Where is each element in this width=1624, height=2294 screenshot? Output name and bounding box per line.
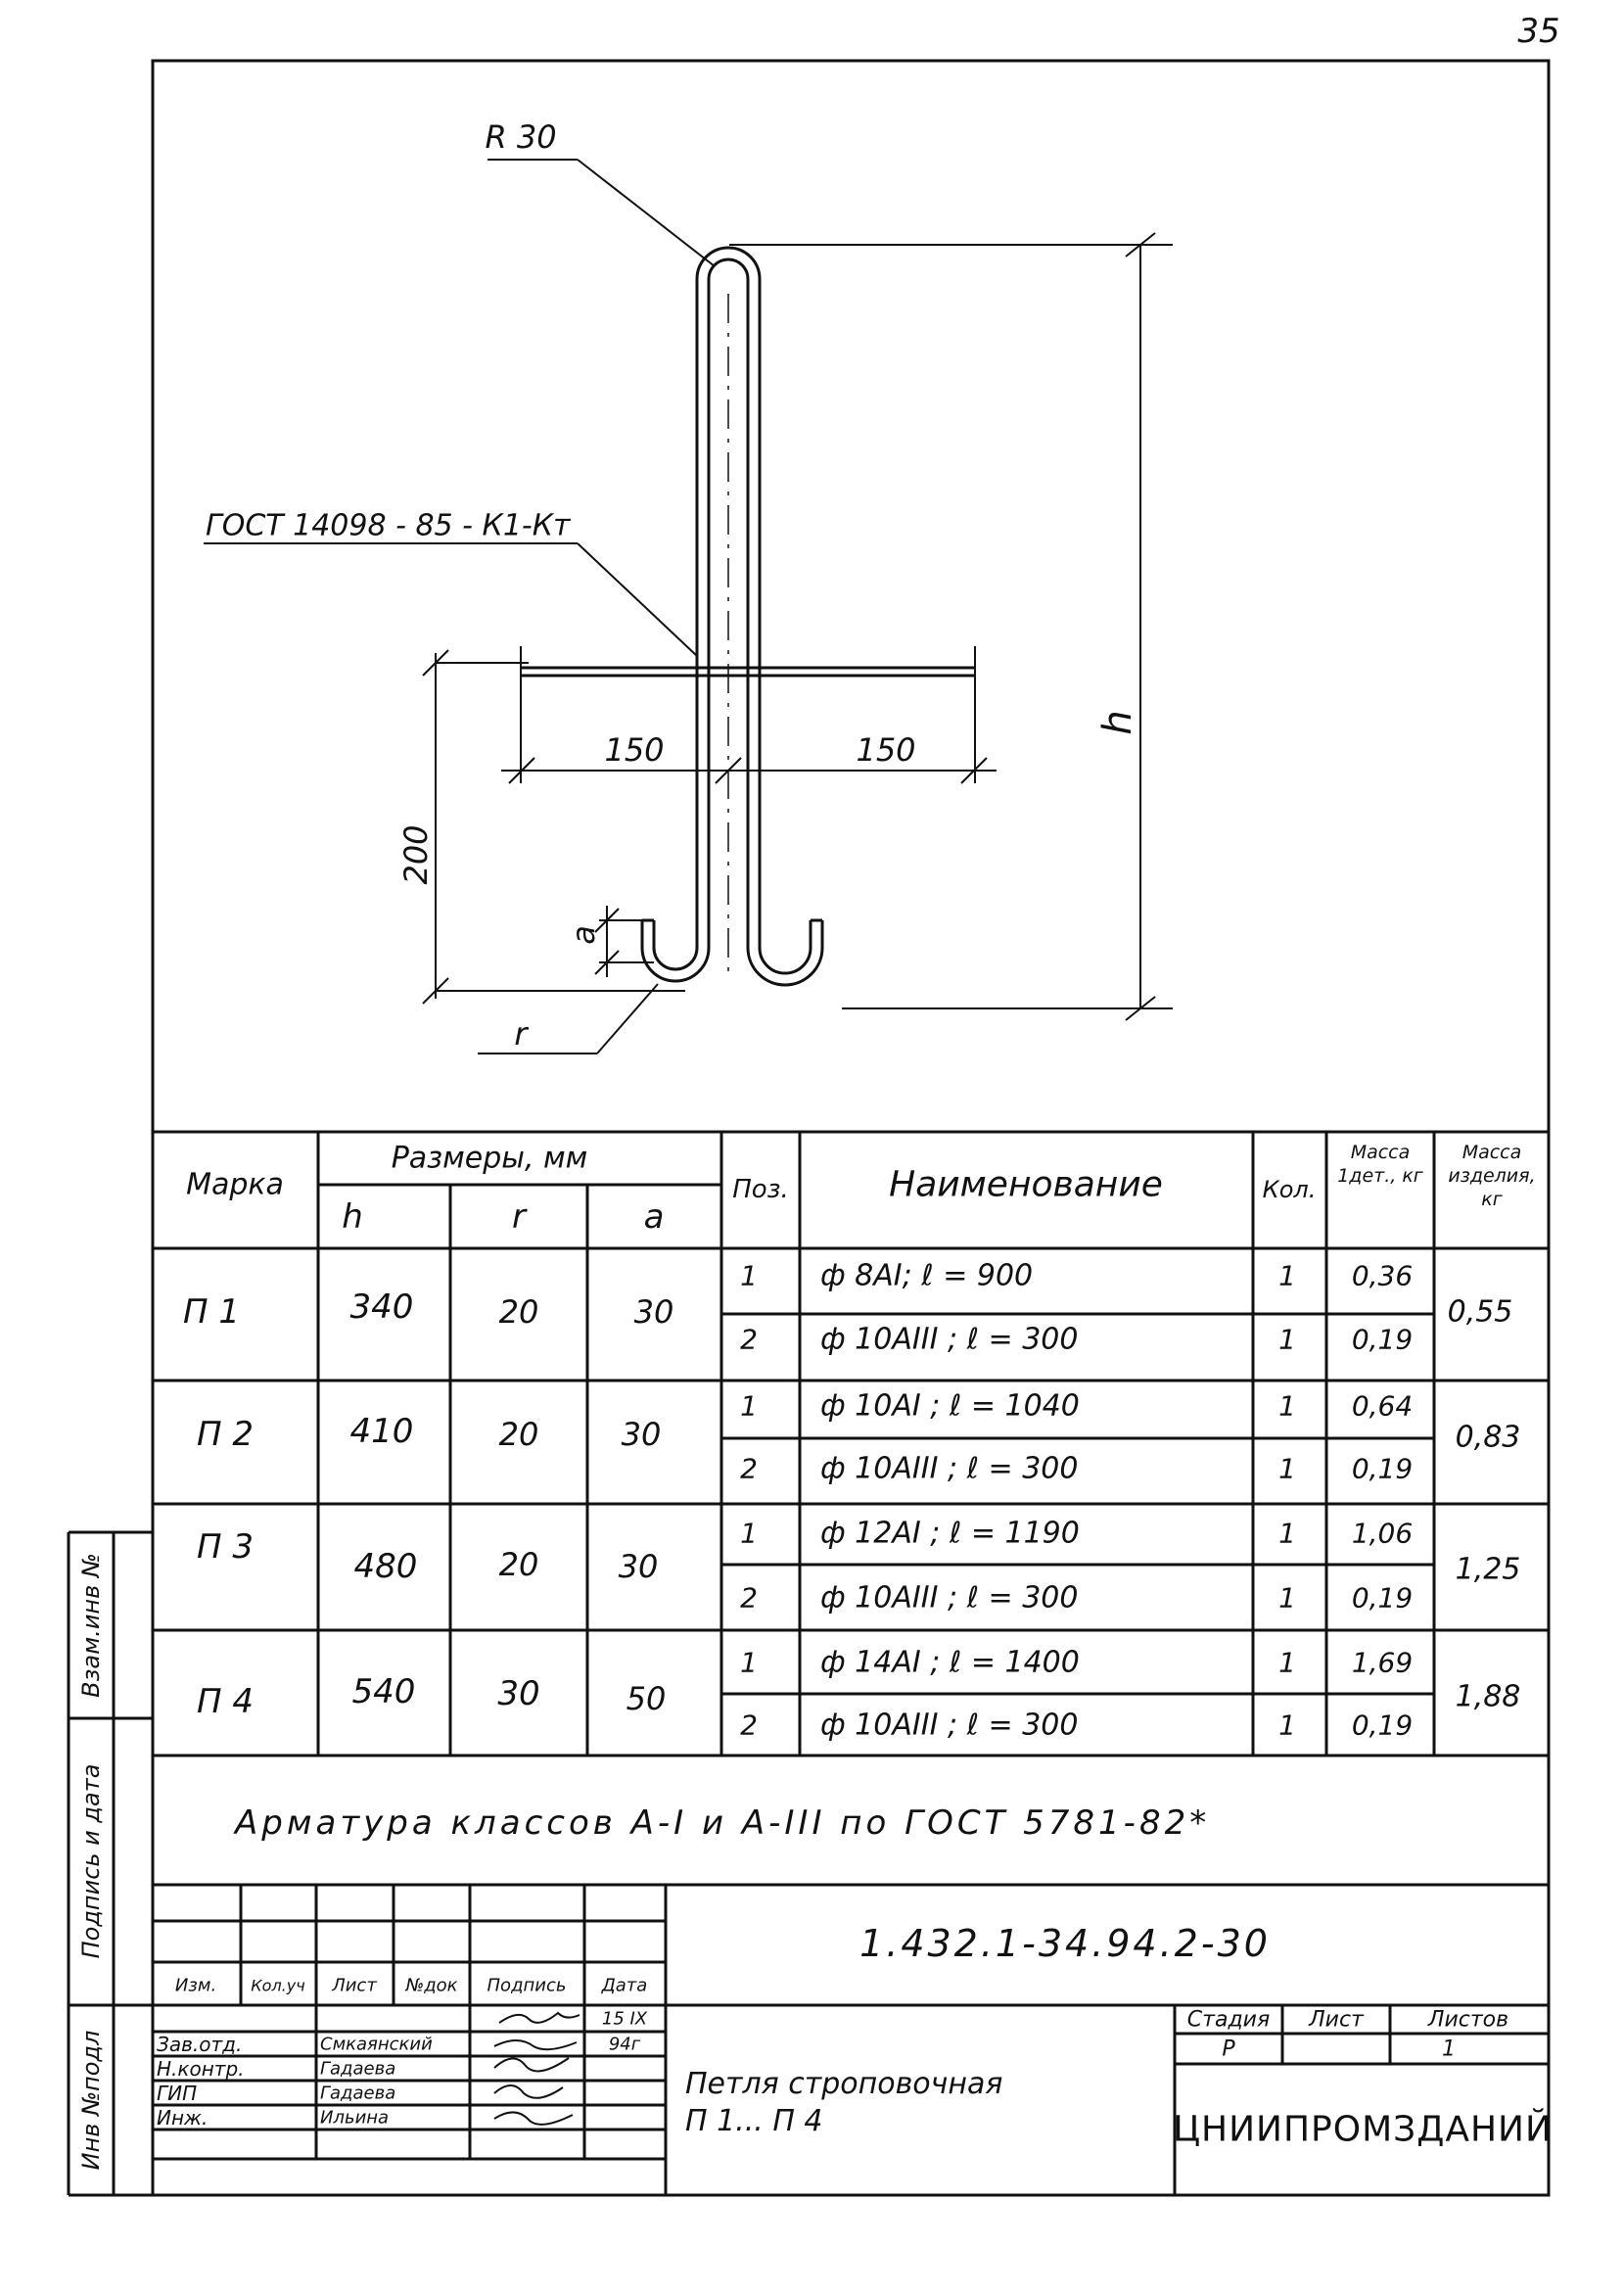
row-3-part-1-qty: 1: [1278, 1517, 1296, 1550]
row-1-mark: П 1: [182, 1292, 241, 1332]
dim-h: h: [1095, 710, 1140, 735]
row-4-part-2-mass: 0,19: [1351, 1709, 1414, 1742]
row-3-part-2-qty: 1: [1278, 1581, 1296, 1615]
row-2-part-1-pos: 1: [740, 1389, 758, 1423]
row-4-part-1-name: ф 14АI ; ℓ = 1400: [820, 1645, 1080, 1680]
title-line-2: П 1... П 4: [685, 2104, 823, 2138]
row-2-part-2-qty: 1: [1278, 1452, 1296, 1485]
row-3-part-2-mass: 0,19: [1351, 1581, 1414, 1615]
row-4-part-2-name: ф 10АIII ; ℓ = 300: [820, 1708, 1079, 1743]
row-2-r: 20: [498, 1416, 539, 1453]
row-3-mark: П 3: [196, 1527, 255, 1567]
dim-a: a: [565, 925, 602, 945]
row-3-a: 30: [618, 1548, 659, 1585]
row-4-part-1-pos: 1: [740, 1646, 758, 1679]
rev-header-ndok: №док: [405, 1975, 458, 1996]
rev-header-kol-uch: Кол.уч: [251, 1976, 305, 1995]
row-1-part-1-name: ф 8АI; ℓ = 900: [820, 1258, 1034, 1293]
reinforcement-note: Арматура классов А-I и А-III по ГОСТ 5781-82*: [235, 1803, 1211, 1843]
row-2-part-2-mass: 0,19: [1351, 1452, 1414, 1485]
row-1-part-1-qty: 1: [1278, 1259, 1296, 1292]
date-top: 15 IX: [601, 2008, 648, 2030]
signature-3: [494, 2085, 563, 2098]
signature-4: [494, 2112, 573, 2124]
signature-2: [494, 2058, 569, 2071]
row-2-mark: П 2: [196, 1415, 255, 1454]
header-qty: Кол.: [1262, 1176, 1317, 1203]
row-2-part-1-qty: 1: [1278, 1389, 1296, 1423]
row-4-h: 540: [351, 1672, 416, 1711]
row-4-part-1-qty: 1: [1278, 1646, 1296, 1679]
header-r: r: [512, 1197, 526, 1237]
sheets-label: Листов: [1427, 2007, 1509, 2033]
dim-r: r: [514, 1015, 528, 1053]
side-label-vzam-inv: Взам.инв №: [77, 1553, 105, 1698]
row-3-mass-item: 1,25: [1455, 1552, 1521, 1587]
sheets-value: 1: [1442, 2037, 1456, 2062]
row-1-a: 30: [633, 1293, 674, 1331]
signature-1: [499, 2013, 580, 2023]
row-3-h: 480: [353, 1547, 418, 1586]
row-1-part-1-pos: 1: [740, 1259, 758, 1292]
staff-4-role: Инж.: [157, 2106, 209, 2130]
header-pos: Поз.: [732, 1175, 789, 1204]
row-4-part-2-qty: 1: [1278, 1709, 1296, 1742]
header-a: a: [643, 1197, 665, 1237]
row-2-part-1-mass: 0,64: [1351, 1389, 1414, 1423]
radius-label: R 30: [485, 118, 557, 156]
organization-name: ЦНИИПРОМЗДАНИЙ: [1173, 2109, 1553, 2150]
row-1-h: 340: [349, 1287, 414, 1327]
row-2-part-1-name: ф 10АI ; ℓ = 1040: [820, 1388, 1080, 1424]
row-2-h: 410: [349, 1412, 414, 1451]
row-3-part-1-name: ф 12АI ; ℓ = 1190: [820, 1516, 1080, 1551]
row-2-a: 30: [621, 1416, 662, 1453]
row-4-part-2-pos: 2: [740, 1709, 758, 1742]
row-3-part-2-name: ф 10АIII ; ℓ = 300: [820, 1580, 1079, 1615]
staff-1-role: Зав.отд.: [157, 2033, 243, 2056]
header-name: Наименование: [889, 1164, 1163, 1205]
row-1-part-2-name: ф 10АIII ; ℓ = 300: [820, 1322, 1079, 1357]
sheet-label: Лист: [1309, 2007, 1364, 2033]
dim-200: 200: [397, 824, 435, 885]
row-3-part-1-pos: 1: [740, 1517, 758, 1550]
row-3-r: 20: [498, 1546, 539, 1583]
side-label-inv-podl: Инв №подл: [77, 2030, 105, 2171]
page-number: 35: [1517, 12, 1560, 51]
row-1-part-2-pos: 2: [740, 1323, 758, 1356]
stage-label: Стадия: [1186, 2007, 1271, 2033]
row-2-part-2-name: ф 10АIII ; ℓ = 300: [820, 1451, 1079, 1486]
document-code: 1.432.1-34.94.2-30: [859, 1922, 1271, 1965]
row-4-a: 50: [626, 1680, 667, 1717]
gost-label: ГОСТ 14098 - 85 - К1-Кт: [206, 508, 571, 543]
staff-3-name: Гадаева: [320, 2083, 396, 2104]
staff-2-name: Гадаева: [320, 2058, 396, 2080]
header-mass-one: Масса 1дет., кг: [1337, 1142, 1423, 1187]
row-4-mass-item: 1,88: [1455, 1679, 1521, 1714]
staff-3-role: ГИП: [157, 2082, 198, 2105]
staff-4-name: Ильина: [320, 2107, 390, 2129]
row-4-mark: П 4: [196, 1682, 255, 1721]
rev-header-signature: Подпись: [487, 1975, 567, 1996]
staff-2-role: Н.контр.: [157, 2057, 245, 2081]
row-1-part-2-qty: 1: [1278, 1323, 1296, 1356]
rev-header-izm: Изм.: [174, 1975, 217, 1996]
row-1-part-2-mass: 0,19: [1351, 1323, 1414, 1356]
header-mass-item: Масса изделия, кг: [1448, 1142, 1536, 1210]
row-4-part-1-mass: 1,69: [1351, 1646, 1414, 1679]
row-1-r: 20: [498, 1293, 539, 1331]
row-2-mass-item: 0,83: [1455, 1420, 1521, 1455]
staff-1-name: Смкаянский: [320, 2034, 433, 2055]
dim-150-left: 150: [604, 731, 665, 769]
header-mark: Марка: [186, 1167, 284, 1202]
header-sizes: Размеры, мм: [391, 1141, 588, 1176]
row-1-part-1-mass: 0,36: [1351, 1259, 1414, 1292]
title-line-1: Петля строповочная: [685, 2067, 1003, 2101]
row-3-part-2-pos: 2: [740, 1581, 758, 1615]
row-3-part-1-mass: 1,06: [1351, 1517, 1414, 1550]
date-bottom: 94г: [608, 2034, 641, 2055]
header-h: h: [342, 1197, 363, 1237]
rev-header-date: Дата: [601, 1975, 648, 1996]
side-label-signature-date: Подпись и дата: [77, 1763, 105, 1959]
rev-header-list: Лист: [332, 1975, 377, 1996]
dim-150-right: 150: [856, 731, 916, 769]
row-1-mass-item: 0,55: [1447, 1294, 1513, 1330]
row-2-part-2-pos: 2: [740, 1452, 758, 1485]
stage-value: Р: [1222, 2037, 1235, 2062]
row-4-r: 30: [497, 1674, 540, 1713]
